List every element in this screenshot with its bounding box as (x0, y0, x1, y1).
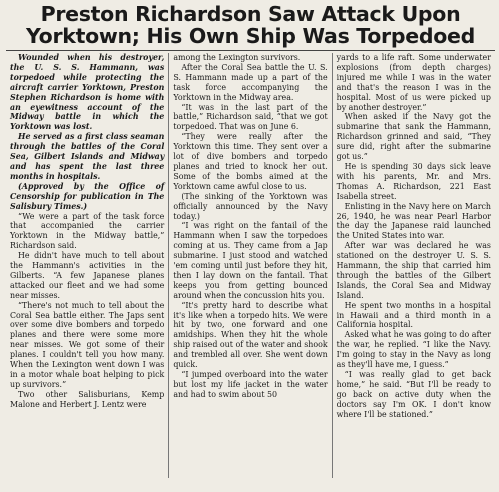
article-paragraph: “We were a part of the task force that accompanied the carrier Yorktown in the Midway battle,” Richardson said. (10, 211, 165, 251)
article-paragraph: After the Coral Sea battle the U. S. S. Hammann made up a part of the task force accompanying the Yorktown in the Midway area. (173, 62, 328, 102)
article-paragraph: He spent two months in a hospital in Hawaii and a third month in a California hospital. (336, 300, 491, 330)
article-paragraph: He is spending 30 days sick leave with his parents, Mr. and Mrs. Thomas A. Richardson, 221 East Isabella street. (336, 161, 491, 201)
article-paragraph: “I was right on the fantail of the Hammann when I saw the torpedoes coming at us. They came from a Jap submarine. I just stood and watched 'em coming until just before they hit, then I lay down on the fantail. That keeps you from getting bounced around when the concussion hits you. (173, 221, 328, 300)
article-paragraph: Wounded when his destroyer, the U. S. S. Hammann, was torpedoed while protecting the aircraft carrier Yorktown, Preston Stephen Richardson is home with an eyewitness account of the Midway battle in which the Yorktown was lost. (10, 53, 165, 132)
article-columns (6, 53, 495, 478)
headline-line-2: Yorktown; His Own Ship Was Torpedoed (26, 24, 475, 48)
article-paragraph: yards to a life raft. Some underwater explosions (from depth charges) injured me while I was in the water and that's the reason I was in the hospital. Most of us were picked up by another destroyer.” (336, 53, 491, 112)
article-paragraph: (The sinking of the Yorktown was officially announced by the Navy today.) (173, 191, 328, 221)
article-paragraph: “There's not much to tell about the Coral Sea battle either. The Japs sent over some dive bombers and torpedo planes and there were some more near misses. We got some of their planes. I couldn't tell you how many. When the Lexington went down I was in a motor whale boat helping to pick up survivors.” (10, 300, 165, 389)
article-paragraph: Asked what he was going to do after the war, he replied. “I like the Navy. I'm going to stay in the Navy as long as they'll have me, I guess.” (336, 330, 491, 370)
article-paragraph: He served as a first class seaman through the battles of the Coral Sea, Gilbert Islands and Midway and has spent the last three months in hospitals. (10, 132, 165, 181)
article-paragraph: When asked if the Navy got the submarine that sank the Hammann, Richardson grinned and said, “They sure did, right after the submarine got us.” (336, 112, 491, 162)
article-paragraph: “I was really glad to get back home,” he said. “But I'll be ready to go back on active duty when the doctors say I'm OK. I don't know where I'll be stationed.” (336, 370, 491, 419)
article-paragraph: among the Lexington survivors. (173, 53, 301, 62)
article-paragraph: Two other Salisburians, Kemp Malone and Herbert J. Lentz were (10, 389, 165, 409)
headline (6, 3, 495, 47)
article-paragraph: “It's pretty hard to describe what it's like when a torpedo hits. We were hit by two, one forward and one amidships. When they hit the whole ship raised out of the water and shook and trembled all over. She went down quick. (173, 300, 328, 370)
article-column-1 (6, 53, 168, 478)
article-paragraph: (Approved by the Office of Censorship for publication in The Salisbury Times.) (10, 181, 165, 211)
headline-rule (6, 50, 495, 51)
article-paragraph: After war was declared he was stationed on the destroyer U. S. S. Hammann, the ship that carried him through the battles of the Gilbert Islands, the Coral Sea and Midway Island. (336, 241, 491, 300)
headline-line-1: Preston Richardson Saw Attack Upon (40, 2, 461, 26)
article-paragraph: “I jumped overboard into the water but lost my life jacket in the water and had to swim about 50 (173, 370, 328, 399)
article-paragraph: “They were really after the Yorktown this time. They sent over a lot of dive bombers and torpedo planes and tried to knock her out. Some of the bombs aimed at the Yorktown came awful close to us. (173, 132, 328, 191)
article-paragraph: Enlisting in the Navy here on March 26, 1940, he was near Pearl Harbor the day the Japanese raid launched the United States into war. (336, 201, 491, 241)
article-column-2 (168, 53, 331, 478)
article-paragraph: He didn't have much to tell about the Hammann's activities in the Gilberts. “A few Japanese planes attacked our fleet and we had some near misses. (10, 251, 165, 300)
article-paragraph: “It was in the last part of the battle,” Richardson said, “that we got torpedoed. That was on June 6. (173, 102, 328, 132)
article-column-3 (332, 53, 495, 478)
